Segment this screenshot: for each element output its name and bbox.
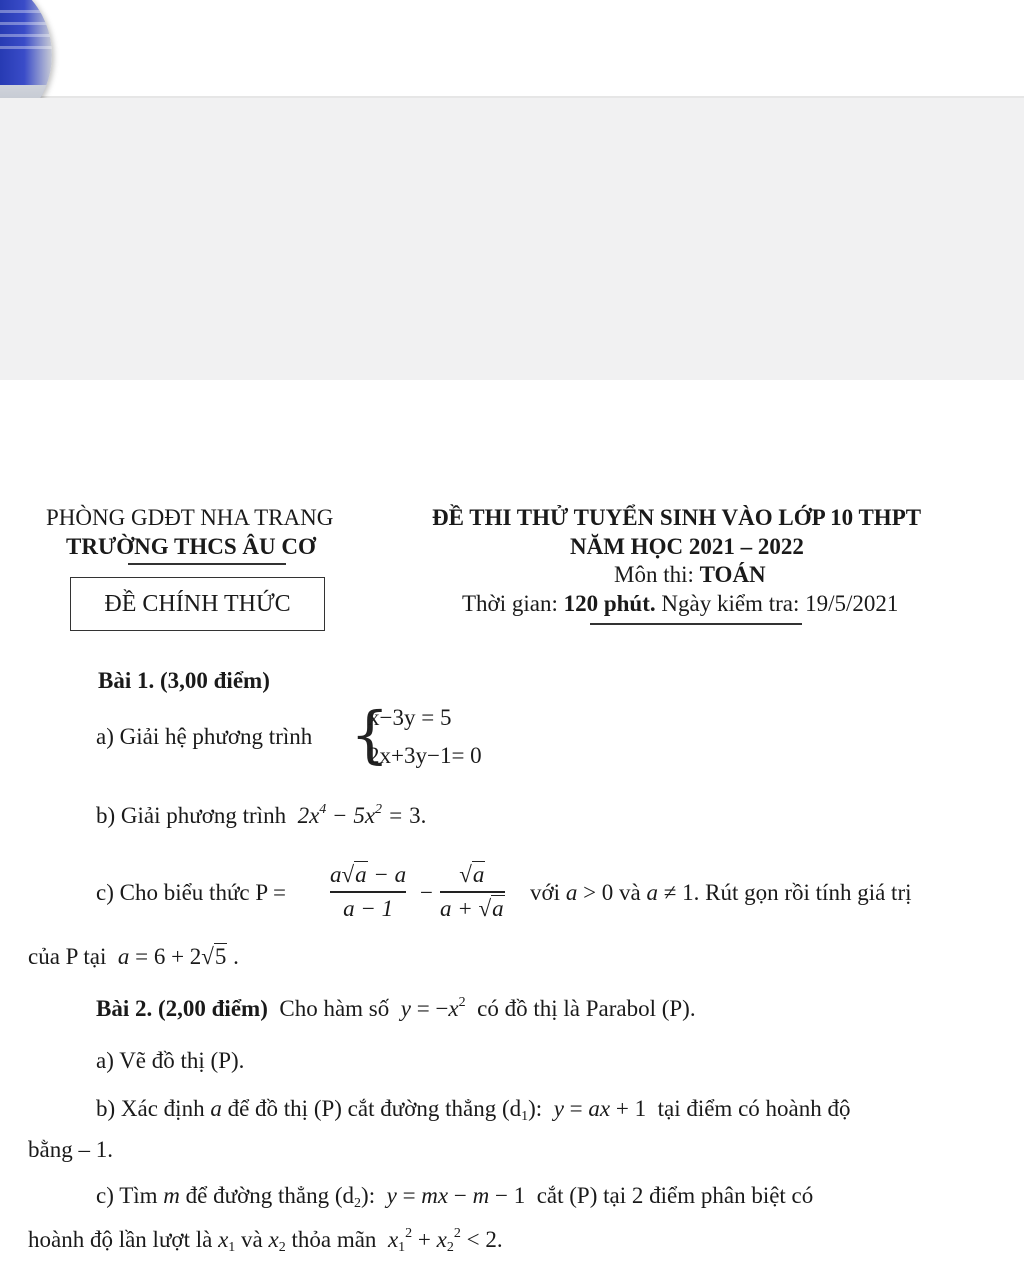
problem-1-title: Bài 1. (3,00 điểm) (98, 668, 270, 693)
time-line: Thời gian: 120 phút. Ngày kiểm tra: 19/5/2021 (462, 591, 899, 616)
problem-2c-line2: hoành độ lần lượt là $x_1$ và $x_2$ thỏa mãn $x_1^2 + x_2^2 < 2$. (28, 1226, 503, 1255)
fraction-2: √a a + √a (440, 862, 504, 921)
school-year: NĂM HỌC 2021 – 2022 (570, 534, 804, 559)
school-underline (128, 563, 286, 565)
blank-area (0, 98, 1024, 380)
system-equation-1: x−3y = 5 (368, 705, 452, 730)
problem-2-intro: Bài 2. (2,00 điểm) Cho hàm số $y = -x^2$ có đồ thị là Parabol (P). (96, 995, 696, 1021)
problem-2c-line1: c) Tìm m để đường thẳng $(d_2)$: y = mx − m − 1 cắt (P) tại 2 điểm phân biệt có (96, 1183, 814, 1211)
time-underline (590, 623, 802, 625)
problem-2a: a) Vẽ đồ thị (P). (96, 1048, 245, 1073)
system-brace: { (350, 698, 390, 771)
fraction-1: a√a − a a − 1 (330, 862, 407, 921)
problem-2b-line1: b) Xác định a để đồ thị (P) cắt đường thẳng $(d_1)$: y = ax + 1 tại điểm có hoành độ (96, 1096, 851, 1124)
problem-1b: b) Giải phương trình $2x^4 - 5x^2 = 3$. (96, 802, 427, 828)
problem-1c-line2: của P tại a = 6 + 2√5 . (28, 944, 239, 969)
system-equation-2: 2x+3y−1= 0 (368, 743, 482, 768)
top-bar (0, 0, 1024, 98)
department-name: PHÒNG GDĐT NHA TRANG (46, 505, 334, 530)
problem-1a-text: a) Giải hệ phương trình (96, 724, 313, 749)
subject-line: Môn thi: TOÁN (614, 562, 766, 587)
exam-title: ĐỀ THI THỬ TUYỂN SINH VÀO LỚP 10 THPT (432, 505, 922, 530)
minus-sign: − (420, 880, 433, 905)
problem-1c-condition: với a > 0 và a ≠ 1. Rút gọn rồi tính giá trị (530, 880, 912, 905)
problem-2b-line2: bằng – 1. (28, 1137, 113, 1162)
problem-1c-text: c) Cho biểu thức P = (96, 880, 287, 905)
school-name: TRƯỜNG THCS ÂU CƠ (66, 534, 316, 559)
official-exam-label: ĐỀ CHÍNH THỨC (70, 577, 325, 631)
